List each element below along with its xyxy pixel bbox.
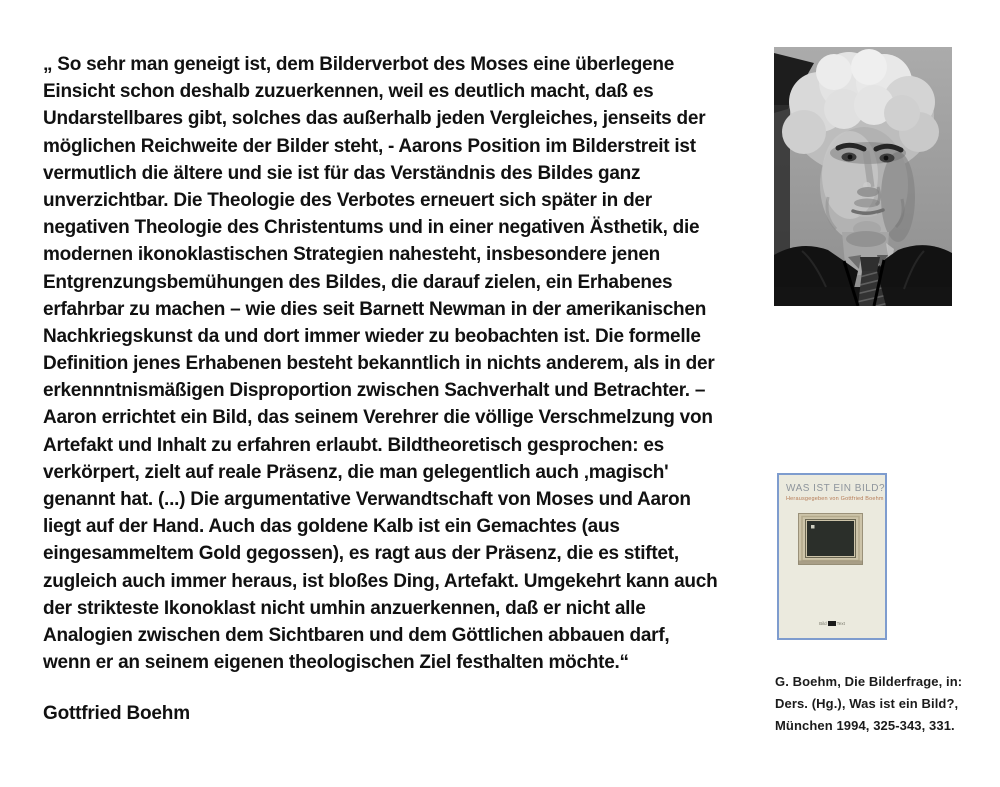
quote-line: Definition jenes Erhabenen besteht bekanntlich in nichts anderem, als in der (43, 353, 715, 375)
series-logo (779, 621, 885, 626)
quote-line: Analogien zwischen dem Sichtbaren und dem Göttlichen abbauen darf, (43, 624, 670, 646)
quote-line: möglichen Reichweite der Bilder steht, - Aarons Position im Bilderstreit ist (43, 135, 696, 157)
series-logo-left: Bild (819, 621, 827, 626)
framed-slate-picture-image (798, 513, 863, 565)
portrait-photo (774, 47, 952, 306)
quote-line: liegt auf der Hand. Auch das goldene Kalb ist ein Gemachtes (aus (43, 516, 620, 538)
book-title: WAS IST EIN BILD? (786, 483, 886, 494)
citation-line: G. Boehm, Die Bilderfrage, in: (775, 674, 963, 689)
author-name: Gottfried Boehm (43, 703, 190, 724)
quote-line: Entgrenzungsbemühungen des Bildes, die darauf zielen, ein Erhabenes (43, 271, 673, 293)
series-logo-right: Text (836, 621, 845, 626)
quote-line: Artefakt und Inhalt zu erfahren erlaubt. Bildtheoretisch gesprochen: es (43, 434, 664, 456)
quote-line: modernen ikonoklastischen Strategien nahesteht, insbesondere jenen (43, 244, 660, 266)
quote-line: Aaron errichtet ein Bild, das seinem Verehrer die völlige Verschmelzung von (43, 407, 713, 429)
quote-line: Einsicht schon deshalb zuzuerkennen, weil es deutlich macht, daß es (43, 81, 654, 103)
quote-line: eingesammeltem Gold gegossen), es ragt aus der Präsenz, die es stiftet, (43, 543, 679, 565)
quote-line: zugleich auch immer heraus, ist bloßes Ding, Artefakt. Umgekehrt kann auch (43, 570, 718, 592)
quote-line: erkennntnismäßigen Disproportion zwischen Sachverhalt und Betrachter. – (43, 380, 706, 402)
quote-line: genannt hat. (...) Die argumentative Verwandtschaft von Moses und Aaron (43, 489, 691, 510)
quote-text (43, 51, 743, 676)
citation-line: Ders. (Hg.), Was ist ein Bild?, (775, 695, 959, 711)
quote-line: vermutlich die ältere und sie ist für das Verständnis des Bildes ganz (43, 162, 641, 184)
book-cover (777, 473, 887, 640)
framed-slate-picture (798, 513, 863, 565)
citation-line: München 1994, 325-343, 331. (775, 717, 955, 733)
quote-line: negativen Theologie des Christentums und in einer negativen Ästhetik, die (43, 217, 700, 239)
book-subtitle: Herausgegeben von Gottfried Boehm (786, 496, 884, 502)
quote-line: Undarstellbares gibt, solches das außerhalb jeden Vergleiches, jenseits der (43, 108, 706, 130)
portrait-photo-gottfried-boehm (774, 47, 952, 306)
series-logo-box-icon (828, 621, 836, 626)
quote-line: unverzichtbar. Die Theologie des Verbotes erneuert sich später in der (43, 189, 652, 211)
quote-line: Nachkriegskunst da und dort immer wieder zu beobachten ist. Die formelle (43, 325, 701, 347)
quote-line: erfahrbar zu machen – wie dies seit Barnett Newman in der amerikanischen (43, 298, 707, 320)
quote-line: verkörpert, zielt auf reale Präsenz, die man gelegentlich auch ‚magisch' (43, 461, 669, 483)
quote-line: „ So sehr man geneigt ist, dem Bilderverbot des Moses eine überlegene (43, 54, 675, 75)
quote-line: der strikteste Ikonoklast nicht umhin anzuerkennen, daß er nicht alle (43, 597, 646, 619)
quote-line: wenn er an seinem eigenen theologischen Ziel festhalten möchte.“ (43, 652, 629, 674)
citation (775, 671, 985, 736)
